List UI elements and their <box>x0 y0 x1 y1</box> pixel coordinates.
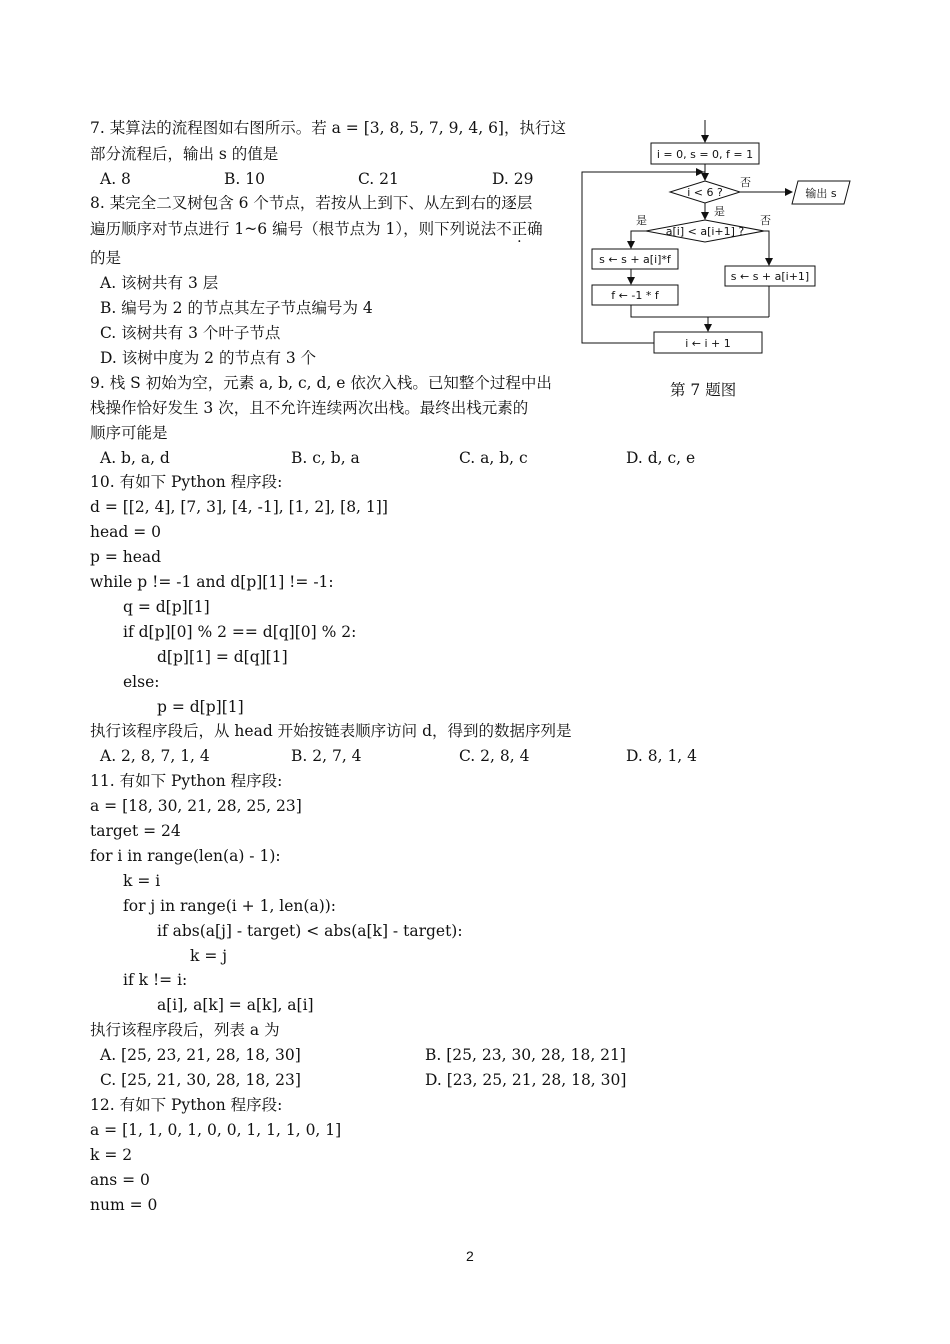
flow-init-text: i = 0, s = 0, f = 1 <box>656 148 754 161</box>
q11-code-line: a = [18, 30, 21, 28, 25, 23] <box>90 797 302 815</box>
q10-code-line: if d[p][0] % 2 == d[q][0] % 2: <box>123 623 357 641</box>
q11-code-line: k = j <box>190 947 228 965</box>
flow-cond2-text: a[i] < a[i+1] ? <box>665 225 745 238</box>
q10-code-line: d = [[2, 4], [7, 3], [4, -1], [1, 2], [8, 1]] <box>90 498 388 516</box>
q11-option-c: C. [25, 21, 30, 28, 18, 23] <box>100 1071 301 1089</box>
q10-question: 执行该程序段后，从 head 开始按链表顺序访问 d，得到的数据序列是 <box>90 722 572 740</box>
q11-title: 11. 有如下 Python 程序段: <box>90 772 283 790</box>
q12-code-line: num = 0 <box>90 1196 158 1214</box>
flow-no1-text: 否 <box>740 176 751 189</box>
flow-output-text: 输出 s <box>805 187 837 200</box>
flow-yes2-text: 是 <box>636 214 647 227</box>
q10-code-line: p = d[p][1] <box>157 698 244 716</box>
flow-inc-text: i ← i + 1 <box>685 337 731 350</box>
q11-code-line: a[i], a[k] = a[k], a[i] <box>157 996 314 1014</box>
q10-option-b: B. 2, 7, 4 <box>291 747 362 765</box>
q10-code-line: else: <box>123 673 160 691</box>
flow-no2-text: 否 <box>760 214 771 227</box>
q10-code-line: p = head <box>90 548 162 566</box>
q7-option-b: B. 10 <box>224 170 265 188</box>
q7-option-c: C. 21 <box>358 170 399 188</box>
q10-code-line: while p != -1 and d[p][1] != -1: <box>90 573 334 591</box>
flowchart-diagram <box>578 112 868 374</box>
flow-merge-line <box>631 305 769 317</box>
q11-code-line: if abs(a[j] - target) < abs(a[k] - target): <box>157 922 463 940</box>
q9-option-b: B. c, b, a <box>291 449 360 467</box>
q8-emphasis: 不正确 <box>496 220 543 238</box>
q8-option-a: A. 该树共有 3 层 <box>100 274 219 292</box>
q8-option-c: C. 该树共有 3 个叶子节点 <box>100 324 281 342</box>
q9-option-c: C. a, b, c <box>459 449 528 467</box>
q9-stem-line3: 顺序可能是 <box>90 424 168 442</box>
q7-option-d: D. 29 <box>492 170 534 188</box>
q10-code-line: head = 0 <box>90 523 162 541</box>
flow-cond1-text: i < 6 ? <box>687 186 723 199</box>
q12-code-line: ans = 0 <box>90 1171 150 1189</box>
flow-arrow <box>764 231 769 265</box>
flow-stepB-text: f ← -1 * f <box>611 289 659 302</box>
q9-stem-line2: 栈操作恰好发生 3 次，且不允许连续两次出栈。最终出栈元素的 <box>90 399 529 417</box>
flow-arrow <box>631 231 646 248</box>
q7-option-a: A. 8 <box>100 170 131 188</box>
q11-code-line: for i in range(len(a) - 1): <box>90 847 281 865</box>
q11-code-line: k = i <box>123 872 161 890</box>
q10-option-c: C. 2, 8, 4 <box>459 747 530 765</box>
q8-stem-line2-text: 遍历顺序对节点进行 1~6 编号（根节点为 1），则下列说法 <box>90 220 497 238</box>
q11-option-a: A. [25, 23, 21, 28, 18, 30] <box>100 1046 301 1064</box>
q11-option-d: D. [23, 25, 21, 28, 18, 30] <box>425 1071 627 1089</box>
q8-option-b: B. 编号为 2 的节点其左子节点编号为 4 <box>100 299 373 317</box>
q8-stem-line2 <box>90 219 543 239</box>
q8-stem-line3: 的是 <box>90 249 122 267</box>
q10-option-a: A. 2, 8, 7, 1, 4 <box>100 747 210 765</box>
q11-code-line: if k != i: <box>123 971 188 989</box>
q11-question: 执行该程序段后，列表 a 为 <box>90 1021 280 1039</box>
q9-stem-line1: 9. 栈 S 初始为空，元素 a, b, c, d, e 依次入栈。已知整个过程中出 <box>90 374 552 392</box>
q10-option-d: D. 8, 1, 4 <box>626 747 698 765</box>
q12-code-line: a = [1, 1, 0, 1, 0, 0, 1, 1, 1, 0, 1] <box>90 1121 342 1139</box>
flow-stepC-text: s ← s + a[i+1] <box>730 270 810 283</box>
flow-stepA-text: s ← s + a[i]*f <box>599 253 671 266</box>
q10-title: 10. 有如下 Python 程序段: <box>90 473 283 491</box>
q7-stem-line1: 7. 某算法的流程图如右图所示。若 a = [3, 8, 5, 7, 9, 4, 6]，执行这 <box>90 119 566 137</box>
q9-option-d: D. d, c, e <box>626 449 696 467</box>
q10-code-line: d[p][1] = d[q][1] <box>157 648 288 666</box>
flow-yes1-text: 是 <box>714 205 725 218</box>
q8-stem-line1: 8. 某完全二叉树包含 6 个节点，若按从上到下、从左到右的逐层 <box>90 194 533 212</box>
figure-caption: 第 7 题图 <box>670 381 737 399</box>
page-number: 2 <box>466 1248 474 1264</box>
q11-code-line: target = 24 <box>90 822 181 840</box>
q12-title: 12. 有如下 Python 程序段: <box>90 1096 283 1114</box>
q11-code-line: for j in range(i + 1, len(a)): <box>123 897 337 915</box>
q8-option-d: D. 该树中度为 2 的节点有 3 个 <box>100 349 317 367</box>
q10-code-line: q = d[p][1] <box>123 598 210 616</box>
q12-code-line: k = 2 <box>90 1146 133 1164</box>
q9-option-a: A. b, a, d <box>100 449 170 467</box>
q7-stem-line2: 部分流程后，输出 s 的值是 <box>90 145 279 163</box>
q11-option-b: B. [25, 23, 30, 28, 18, 21] <box>425 1046 626 1064</box>
